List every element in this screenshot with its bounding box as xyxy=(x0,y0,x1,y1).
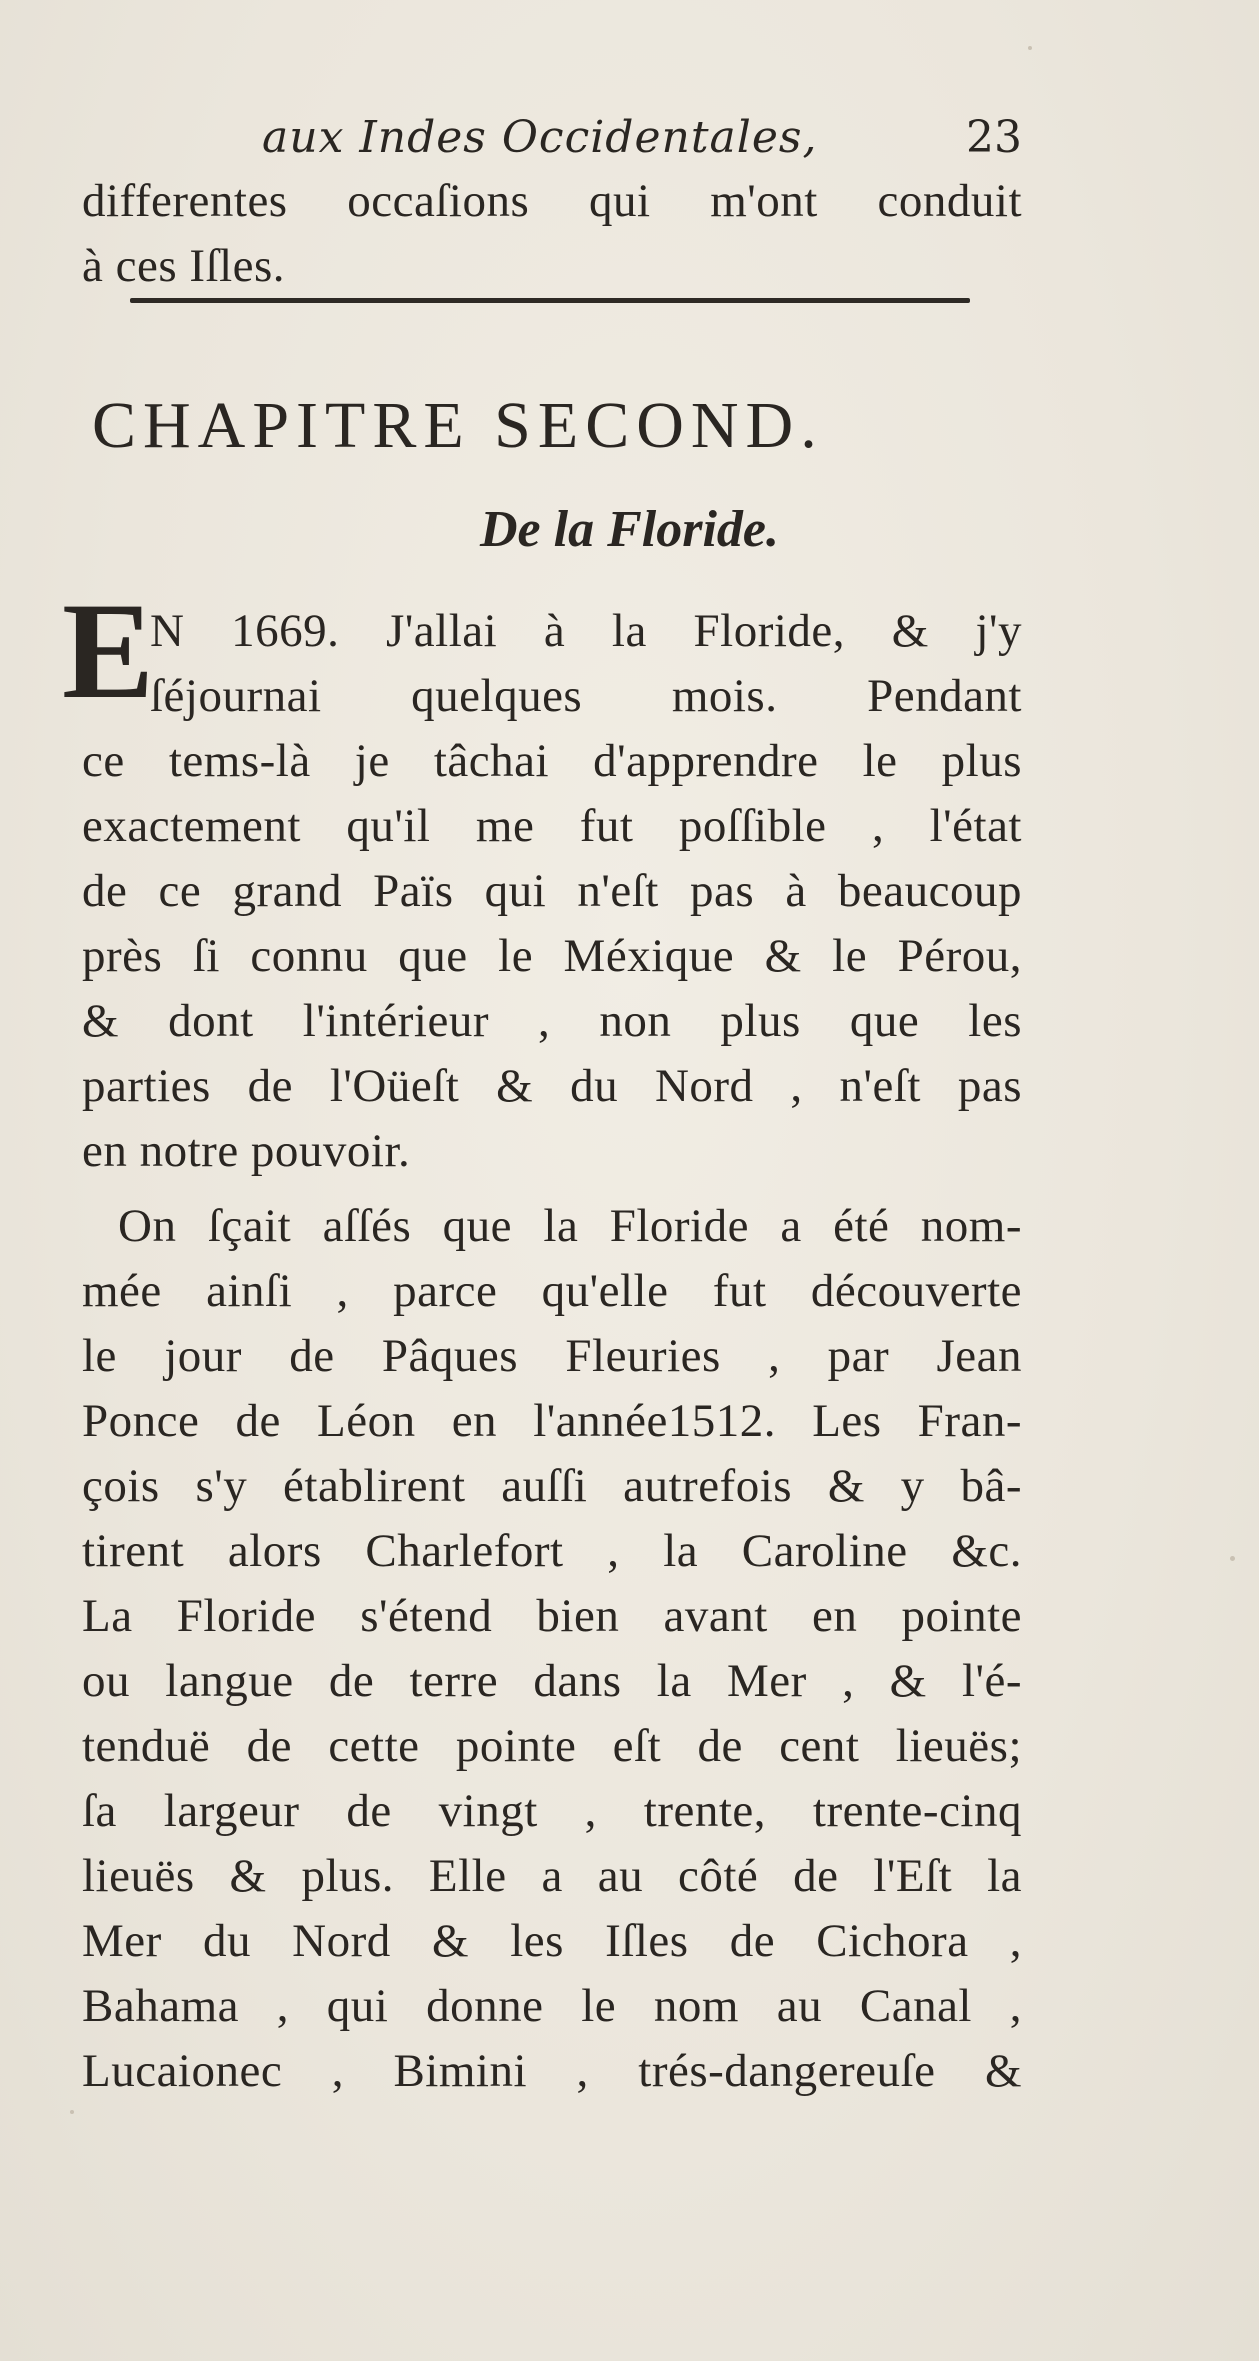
section-rule xyxy=(130,298,970,303)
text-line: parties de l'Oüeſt & du Nord , n'eſt pas xyxy=(82,1060,1022,1112)
paper-speck xyxy=(1230,1556,1235,1561)
text-line: le jour de Pâques Fleuries , par Jean xyxy=(82,1330,1022,1382)
paper-speck xyxy=(1028,46,1032,50)
text-line: mée ainſi , parce qu'elle fut découverte xyxy=(82,1265,1022,1317)
chapter-subtitle: De la Floride. xyxy=(480,501,779,558)
text-line: exactement qu'il me fut poſſible , l'état xyxy=(82,800,1022,852)
text-line: tenduë de cette pointe eſt de cent lieuës; xyxy=(82,1720,1022,1772)
text-line: On ſçait aſſés que la Floride a été nom- xyxy=(118,1200,1022,1252)
text-line: N 1669. J'allai à la Floride, & j'y xyxy=(150,605,1022,657)
text-line: tirent alors Charlefort , la Caroline &c. xyxy=(82,1525,1022,1577)
text-line: ſa largeur de vingt , trente, trente-cinq xyxy=(82,1785,1022,1837)
text-line: Lucaionec , Bimini , trés-dangereuſe & xyxy=(82,2045,1022,2097)
text-line: Ponce de Léon en l'année1512. Les Fran- xyxy=(82,1395,1022,1447)
text-line: ſéjournai quelques mois. Pendant xyxy=(150,670,1022,722)
text-line: differentes occaſions qui m'ont conduit xyxy=(82,175,1022,227)
text-line: près ſi connu que le Méxique & le Pérou, xyxy=(82,930,1022,982)
text-line: lieuës & plus. Elle a au côté de l'Eſt la xyxy=(82,1850,1022,1902)
text-line: Bahama , qui donne le nom au Canal , xyxy=(82,1980,1022,2032)
chapter-heading: CHAPITRE SECOND. xyxy=(92,389,824,462)
text-line: à ces Iſles. xyxy=(82,240,286,292)
paper-speck xyxy=(70,2110,74,2114)
text-line: de ce grand Païs qui n'eſt pas à beaucoup xyxy=(82,865,1022,917)
drop-cap: E xyxy=(62,574,155,727)
text-line: ce tems-là je tâchai d'apprendre le plus xyxy=(82,735,1022,787)
running-head: aux Indes Occidentales, xyxy=(262,112,818,163)
page-number: 23 xyxy=(966,112,1022,163)
text-line: çois s'y établirent auſſi autrefois & y bâ- xyxy=(82,1460,1022,1512)
text-line: Mer du Nord & les Iſles de Cichora , xyxy=(82,1915,1022,1967)
text-line: ou langue de terre dans la Mer , & l'é- xyxy=(82,1655,1022,1707)
text-line: La Floride s'étend bien avant en pointe xyxy=(82,1590,1022,1642)
text-line: en notre pouvoir. xyxy=(82,1125,411,1177)
text-line: & dont l'intérieur , non plus que les xyxy=(82,995,1022,1047)
